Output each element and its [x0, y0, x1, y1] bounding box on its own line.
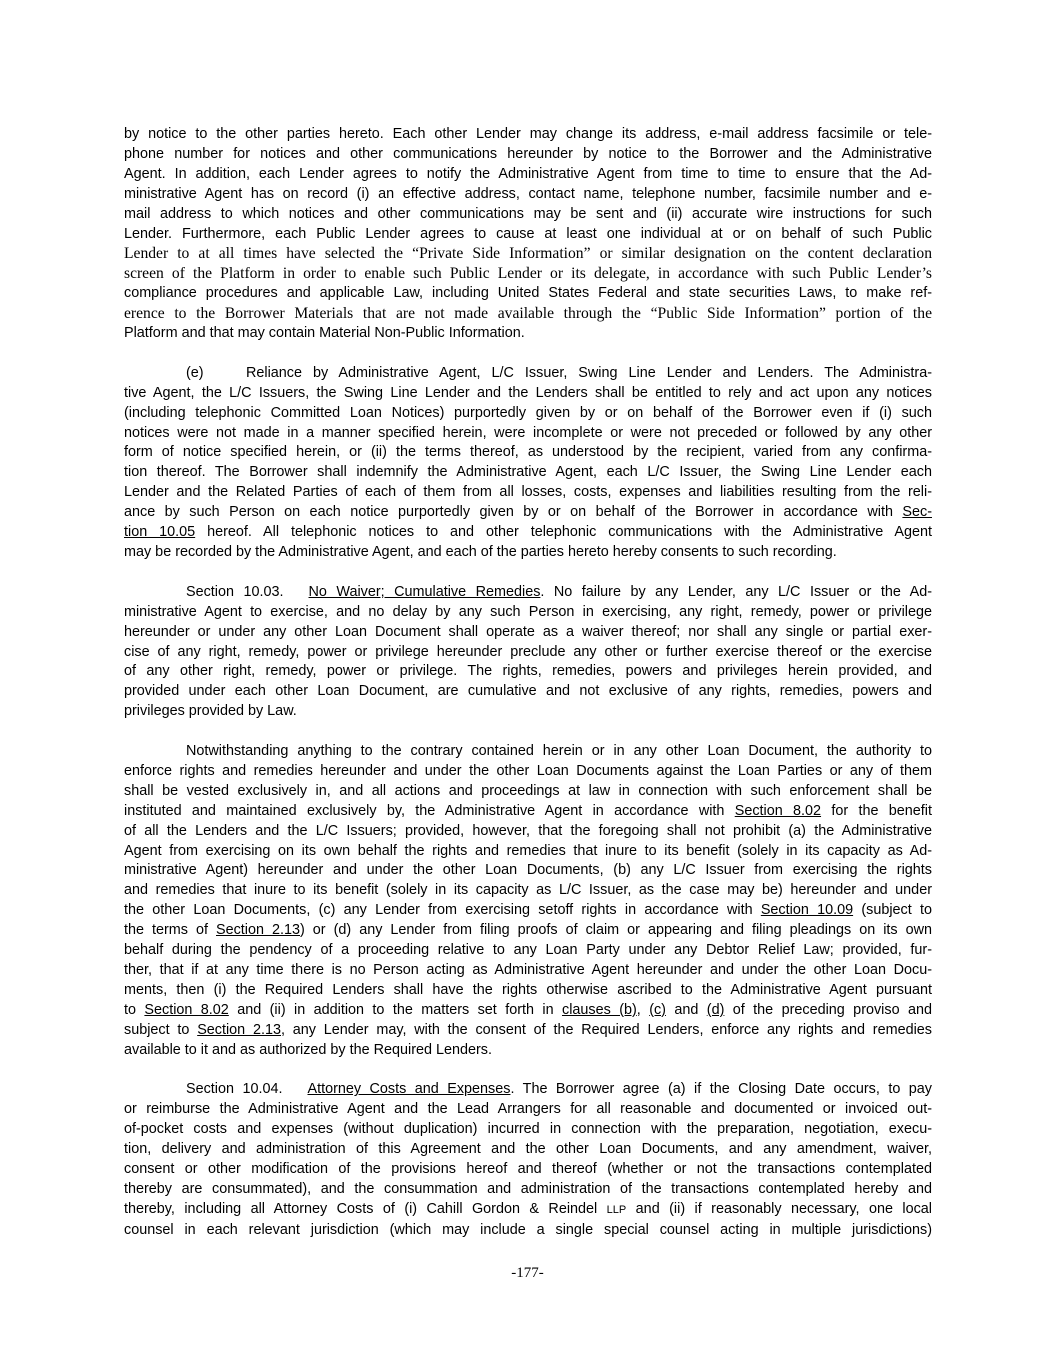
- text-line: and remedies that inure to its benefit (solely in its capacity as L/C Issuer, as the case may be) hereunder and under: [124, 882, 932, 899]
- section-reference-link[interactable]: Sec-: [902, 504, 932, 521]
- text-fragment: subject to: [124, 1021, 198, 1038]
- text-line: Agent. In addition, each Lender agrees to notify the Administrative Agent from time to time to ensure that the Ad-: [124, 165, 932, 182]
- text-fragment: to: [124, 1001, 145, 1018]
- text-fragment: ,: [636, 1001, 650, 1018]
- text-line: ther, that if at any time there is no Person acting as Administrative Agent hereunder and under the other Loan Docu-: [124, 962, 932, 979]
- text-line: [124, 1001, 932, 1021]
- section-number: Section 10.03.: [186, 583, 284, 600]
- section-reference-link[interactable]: Section 8.02: [144, 1001, 229, 1018]
- text-line: [124, 583, 932, 603]
- text-fragment: and: [665, 1001, 707, 1018]
- text-line: compliance procedures and applicable Law, including United States Federal and state securities Laws, to make ref-: [124, 285, 932, 302]
- llp-small-caps: LLP: [606, 1203, 627, 1216]
- text-fragment: . The Borrower agree (a) if the Closing Date occurs, to pay: [510, 1081, 932, 1098]
- clause-reference-link[interactable]: (d): [706, 1001, 725, 1018]
- text-line: ministrative Agent has on record (i) an effective address, contact name, telephone number, facsimile number and e-: [124, 185, 932, 202]
- text-line: tion thereof. The Borrower shall indemnify the Administrative Agent, each L/C Issuer, the Swing Line Lender each: [124, 464, 932, 481]
- text-line: privileges provided by Law.: [124, 703, 297, 720]
- section-reference-link[interactable]: Section 2.13: [216, 922, 301, 939]
- text-line: Platform and that may contain Material Non-Public Information.: [124, 325, 525, 342]
- text-fragment: instituted and maintained exclusively by, the Administrative Agent in accordance with: [124, 802, 735, 819]
- clause-e-heading-text: Reliance by Administrative Agent, L/C Issuer, Swing Line Lender and Lenders. The Administra-: [246, 364, 932, 381]
- text-line: cise of any right, remedy, power or privilege hereunder preclude any other or further exercise thereof or the exercise: [124, 643, 932, 660]
- text-line: [124, 1080, 932, 1100]
- text-line: by notice to the other parties hereto. Each other Lender may change its address, e-mail address facsimile or tele-: [124, 126, 932, 142]
- text-fragment: (subject to: [853, 902, 932, 919]
- clause-label: (e): [186, 364, 204, 381]
- text-line: Lender. Furthermore, each Public Lender agrees to cause at least one individual at or on behalf of such Public: [124, 225, 932, 242]
- text-fragment: and (ii) in addition to the matters set forth in: [228, 1001, 562, 1018]
- text-line: [124, 364, 932, 384]
- text-line: thereby are consummated), and the consummation and administration of the transactions contemplated hereby and: [124, 1180, 932, 1197]
- text-line: mail address to which notices and other communications may be sent and (ii) accurate wire instructions for such: [124, 205, 932, 222]
- text-line: Agent from exercising on its own behalf the rights and remedies that inure to its benefit (solely in its capacity as Ad-: [124, 842, 932, 859]
- text-fragment: the other Loan Documents, (c) any Lender from exercising setoff rights in accordance with: [124, 902, 761, 919]
- text-line: of any other right, remedy, power or privilege. The rights, remedies, powers and privileges herein provided, and: [124, 663, 932, 680]
- text-line: of-pocket costs and expenses (without duplication) incurred in connection with the preparation, negotiation, execu-: [124, 1121, 932, 1138]
- text-line: screen of the Platform in order to enable such Public Lender or its delegate, in accordance with such Public Lender’s: [124, 265, 932, 283]
- text-line: (including telephonic Committed Loan Notices) purportedly given by or on behalf of the Borrower even if (i) such: [124, 404, 932, 421]
- section-10-04: [124, 1080, 932, 1240]
- section-reference-link[interactable]: Section 2.13: [197, 1021, 281, 1038]
- text-line: consent or other modification of the provisions hereof and thereof (whether or not the transactions contemplated: [124, 1161, 932, 1178]
- paragraph-e-reliance: [124, 364, 932, 563]
- text-line: enforce rights and remedies hereunder and under the other Loan Documents against the Loan Parties or any of them: [124, 762, 932, 779]
- text-fragment: ance by such Person on each notice purportedly given by or on behalf of the Borrower in accordance with: [124, 504, 903, 521]
- text-line: [124, 921, 932, 941]
- text-fragment: hereof. All telephonic notices to and other telephonic communications with the Administrative Agent: [195, 524, 932, 541]
- text-fragment: . No failure by any Lender, any L/C Issuer or the Ad-: [540, 583, 933, 600]
- section-number: Section 10.04.: [186, 1081, 283, 1098]
- text-line: may be recorded by the Administrative Agent, and each of the parties hereto hereby consents to such recording.: [124, 544, 837, 561]
- section-heading: No Waiver; Cumulative Remedies: [308, 583, 541, 600]
- text-fragment: for the benefit: [821, 802, 932, 819]
- text-line: behalf during the pendency of a proceeding relative to any Loan Party under any Debtor Relief Law; provided, fur-: [124, 942, 932, 959]
- text-line: form of notice specified herein, or (ii) the terms thereof, as understood by the recipient, varied from any confirma-: [124, 444, 932, 461]
- text-line: Lender and the Related Parties of each of them from all losses, costs, expenses and liabilities resulting from the reli-: [124, 484, 932, 501]
- clause-reference-link[interactable]: clauses (b): [562, 1001, 637, 1018]
- page-number: -177-: [511, 1265, 544, 1281]
- text-line: [124, 901, 932, 921]
- paragraph-notwithstanding: [124, 742, 932, 1061]
- text-line: [124, 1021, 932, 1041]
- text-line: [124, 1200, 932, 1221]
- section-reference-link[interactable]: Section 10.09: [760, 902, 854, 919]
- text-line: [124, 802, 932, 822]
- text-line: ments, then (i) the Required Lenders shall have the rights otherwise ascribed to the Administrative Agent pursuant: [124, 981, 932, 998]
- text-line: phone number for notices and other communications hereunder by notice to the Borrower and the Administrative: [124, 145, 932, 162]
- text-line: counsel in each relevant jurisdiction (which may include a single special counsel acting in multiple jurisdictions): [124, 1221, 932, 1238]
- text-fragment: and (ii) if reasonably necessary, one local: [626, 1200, 932, 1217]
- text-line: erence to the Borrower Materials that are not made available through the “Public Side Information” portion of the: [124, 305, 932, 323]
- text-line: [124, 742, 932, 762]
- text-fragment: the terms of: [124, 922, 216, 939]
- section-reference-link[interactable]: Section 8.02: [734, 802, 822, 819]
- text-line: of all the Lenders and the L/C Issuers; provided, however, that the foregoing shall not prohibit (a) the Administrative: [124, 822, 932, 839]
- text-line: tive Agent, the L/C Issuers, the Swing Line Lender and the Lenders shall be entitled to rely and act upon any notices: [124, 384, 932, 401]
- section-10-03: [124, 583, 932, 722]
- text-line: ministrative Agent to exercise, and no delay by any such Person in exercising, any right, remedy, power or privilege: [124, 603, 932, 620]
- clause-reference-link[interactable]: (c): [649, 1001, 666, 1018]
- text-line: or reimburse the Administrative Agent and the Lead Arrangers for all reasonable and documented or invoiced out-: [124, 1101, 932, 1118]
- text-fragment: ) or (d) any Lender from filing proofs of claim or appearing and filing pleadings on its own: [300, 922, 932, 939]
- text-line: hereunder or under any other Loan Document shall operate as a waiver thereof; nor shall any single or partial exer-: [124, 623, 932, 640]
- text-fragment: Notwithstanding anything to the contrary contained herein or in any other Loan Document, the authority to: [186, 743, 932, 760]
- text-line: provided under each other Loan Document, are cumulative and not exclusive of any rights, remedies, powers and: [124, 683, 932, 700]
- text-line: [124, 503, 932, 523]
- text-fragment: , any Lender may, with the consent of the Required Lenders, enforce any rights and remedies: [281, 1021, 932, 1038]
- text-fragment: thereby, including all Attorney Costs of (i) Cahill Gordon & Reindel: [124, 1200, 607, 1217]
- text-line: ministrative Agent) hereunder and under the other Loan Documents, (b) any L/C Issuer from exercising the rights: [124, 862, 932, 879]
- text-line: Lender to at all times have selected the “Private Side Information” or similar designation on the content declaration: [124, 245, 932, 263]
- page-body: [124, 125, 932, 1261]
- text-line: notices were not made in a manner specified herein, were incomplete or were not preceded or followed by any other: [124, 424, 932, 441]
- section-reference-link[interactable]: tion 10.05: [124, 524, 196, 541]
- text-line: [124, 523, 932, 543]
- text-fragment: of the preceding proviso and: [724, 1001, 932, 1018]
- section-heading: Attorney Costs and Expenses: [307, 1081, 511, 1098]
- text-line: tion, delivery and administration of this Agreement and the other Loan Documents, and any amendment, waiver,: [124, 1141, 932, 1158]
- paragraph-notices-continuation: [124, 125, 932, 344]
- text-line: shall be vested exclusively in, and all actions and proceedings at law in connection with such enforcement shall be: [124, 782, 932, 799]
- text-line: available to it and as authorized by the Required Lenders.: [124, 1041, 493, 1058]
